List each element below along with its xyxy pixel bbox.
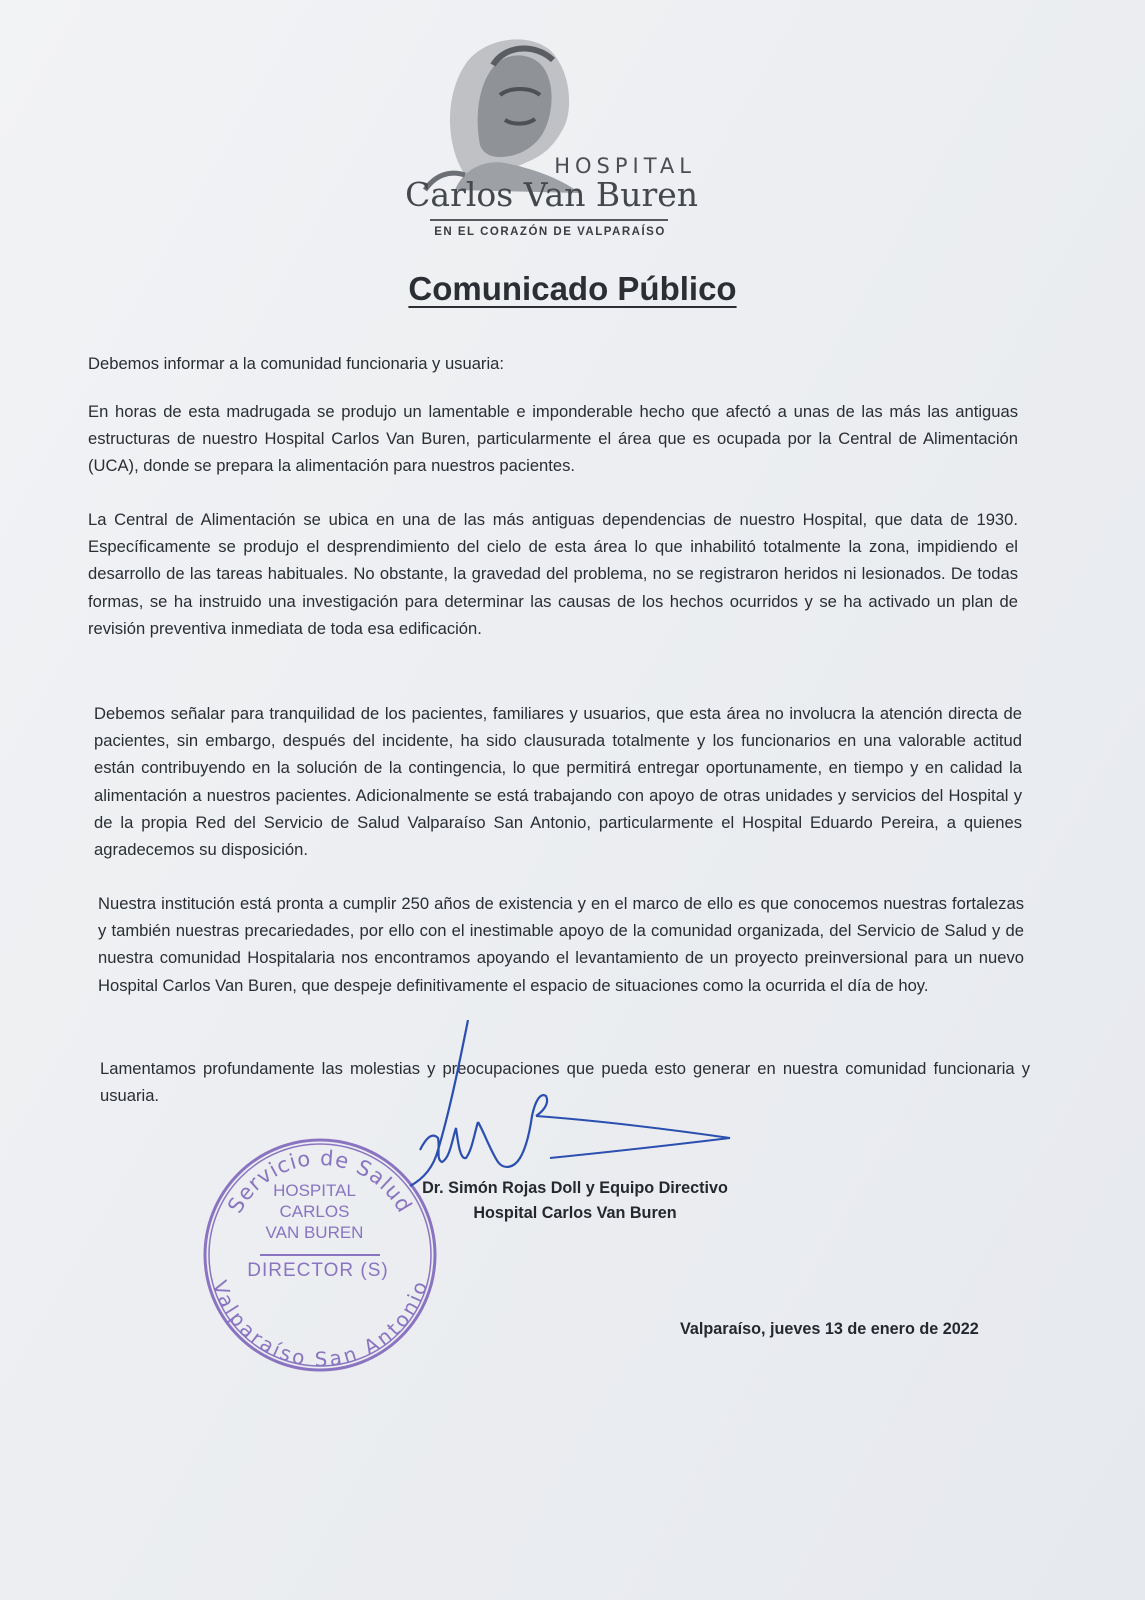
- signatory-block: [395, 1176, 755, 1226]
- paragraph-1: En horas de esta madrugada se produjo un lamentable e imponderable hecho que afectó a unas de las más las antiguas estructuras de nuestro Hospital Carlos Van Buren, particularmente el área que es ocupada por la Central de Alimentación (UCA), donde se prepara la alimentación para nuestros pacientes.: [88, 402, 1018, 476]
- stamp-role: DIRECTOR (S): [247, 1260, 389, 1281]
- logo-divider: [430, 219, 668, 221]
- stamp-line-3: VAN BUREN: [265, 1223, 364, 1242]
- paragraph-5: Lamentamos profundamente las molestias y preocupaciones que pueda esto generar en nuestra comunidad funcionaria y usuaria.: [100, 1059, 1030, 1106]
- logo-tagline: EN EL CORAZÓN DE VALPARAÍSO: [434, 226, 666, 238]
- signatory-name: Dr. Simón Rojas Doll y Equipo Directivo: [422, 1179, 728, 1197]
- stamp-center-text: [232, 1180, 397, 1243]
- document-date: Valparaíso, jueves 13 de enero de 2022: [680, 1320, 979, 1338]
- paragraph-4: Nuestra institución está pronta a cumplir 250 años de existencia y en el marco de ello es que conocemos nuestras fortalezas y también nuestras precariedades, por ello con el inestimable apoyo de la comunidad organizada, del Servicio de Salud y de nuestra comunidad Hospitalaria nos encontramos apoyando el levantamiento de un proyecto preinversional para un nuevo Hospital Carlos Van Buren, que despeje definitivamente el espacio de situaciones como la ocurrida el día de hoy.: [98, 894, 1024, 995]
- stamp-line-1: HOSPITAL: [273, 1181, 356, 1200]
- svg-text:Valparaíso San Antonio: [208, 1278, 433, 1372]
- logo-hospital-word: HOSPITAL: [554, 154, 696, 178]
- logo-hospital-name: Carlos Van Buren: [405, 175, 698, 214]
- intro-paragraph: Debemos informar a la comunidad funcionaria y usuaria:: [88, 354, 504, 373]
- stamp-line-2: CARLOS: [279, 1202, 350, 1221]
- stamp-top-arc: Servicio de Salud: [223, 1145, 417, 1218]
- paragraph-3: Debemos señalar para tranquilidad de los pacientes, familiares y usuarios, que esta área no involucra la atención directa de pacientes, sin embargo, después del incidente, ha sido clausurada totalmente y los funcionarios en una valorable actitud están contribuyendo en la solución de la contingencia, lo que permitirá entregar oportunamente, en tiempo y en calidad la alimentación a nuestros pacientes. Adicionalmente se está trabajando con apoyo de otras unidades y servicios del Hospital y de la propia Red del Servicio de Salud Valparaíso San Antonio, particularmente el Hospital Eduardo Pereira, a quienes agradecemos su disposición.: [94, 704, 1022, 860]
- page-title-text: Comunicado Público: [408, 270, 737, 307]
- stamp-bottom-arc: Valparaíso San Antonio: [207, 1277, 433, 1372]
- paragraph-2: La Central de Alimentación se ubica en una de las más antiguas dependencias de nuestro Hospital, que data de 1930. Específicamente se produjo el desprendimiento del cielo de esta área lo que inhabilitó totalmente la zona, impidiendo el desarrollo de las tareas habituales. No obstante, la gravedad del problema, no se registraron heridos ni lesionados. De todas formas, se ha instruido una investigación para determinar las causas de los hechos ocurridos y se ha activado un plan de revisión preventiva inmediata de toda esa edificación.: [88, 510, 1018, 638]
- page-title: [300, 270, 845, 308]
- signatory-institution: Hospital Carlos Van Buren: [473, 1204, 677, 1222]
